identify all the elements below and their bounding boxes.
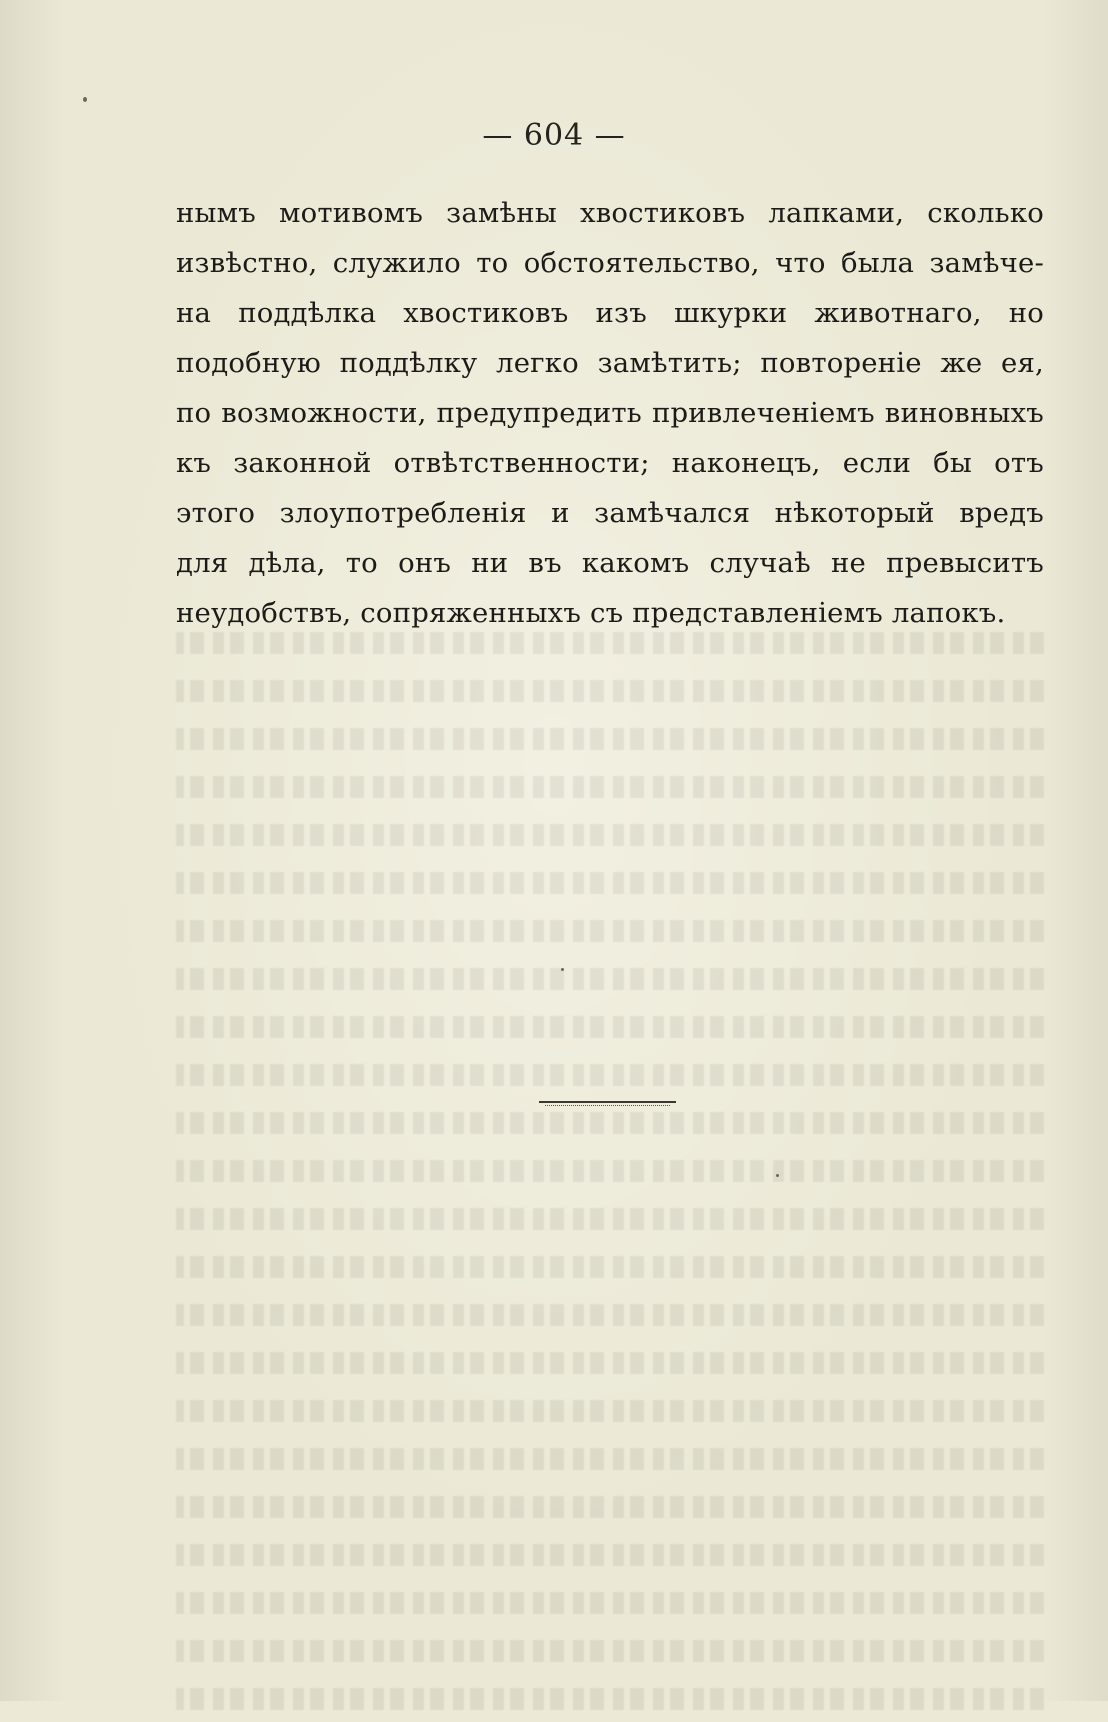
- paper-speck: [776, 1174, 779, 1177]
- paper-speck: [561, 968, 564, 971]
- text-line: подобную поддѣлку легко замѣтить; повтореніе же ея,: [176, 347, 1044, 379]
- text-line: извѣстно, служило то обстоятельство, что была замѣче-: [176, 247, 1044, 279]
- text-line: неудобствъ, сопряженныхъ съ представленіемъ лапокъ.: [176, 597, 1006, 629]
- text-line: на поддѣлка хвостиковъ изъ шкурки животнаго, но: [176, 297, 1044, 329]
- text-line: по возможности, предупредить привлеченіемъ виновныхъ: [176, 397, 1044, 429]
- text-line: для дѣла, то онъ ни въ какомъ случаѣ не превыситъ: [176, 547, 1044, 579]
- text-line: къ законной отвѣтственности; наконецъ, если бы отъ: [176, 447, 1044, 479]
- text-line: этого злоупотребленія и замѣчался нѣкоторый вредъ: [176, 497, 1044, 529]
- paper-speck: [83, 97, 87, 102]
- body-text: [176, 188, 1044, 638]
- page-number: — 604 —: [482, 118, 626, 153]
- text-line: нымъ мотивомъ замѣны хвостиковъ лапками, сколько: [176, 197, 1044, 229]
- section-divider: [539, 1101, 676, 1103]
- reverse-side-bleed-through: [176, 618, 1044, 1722]
